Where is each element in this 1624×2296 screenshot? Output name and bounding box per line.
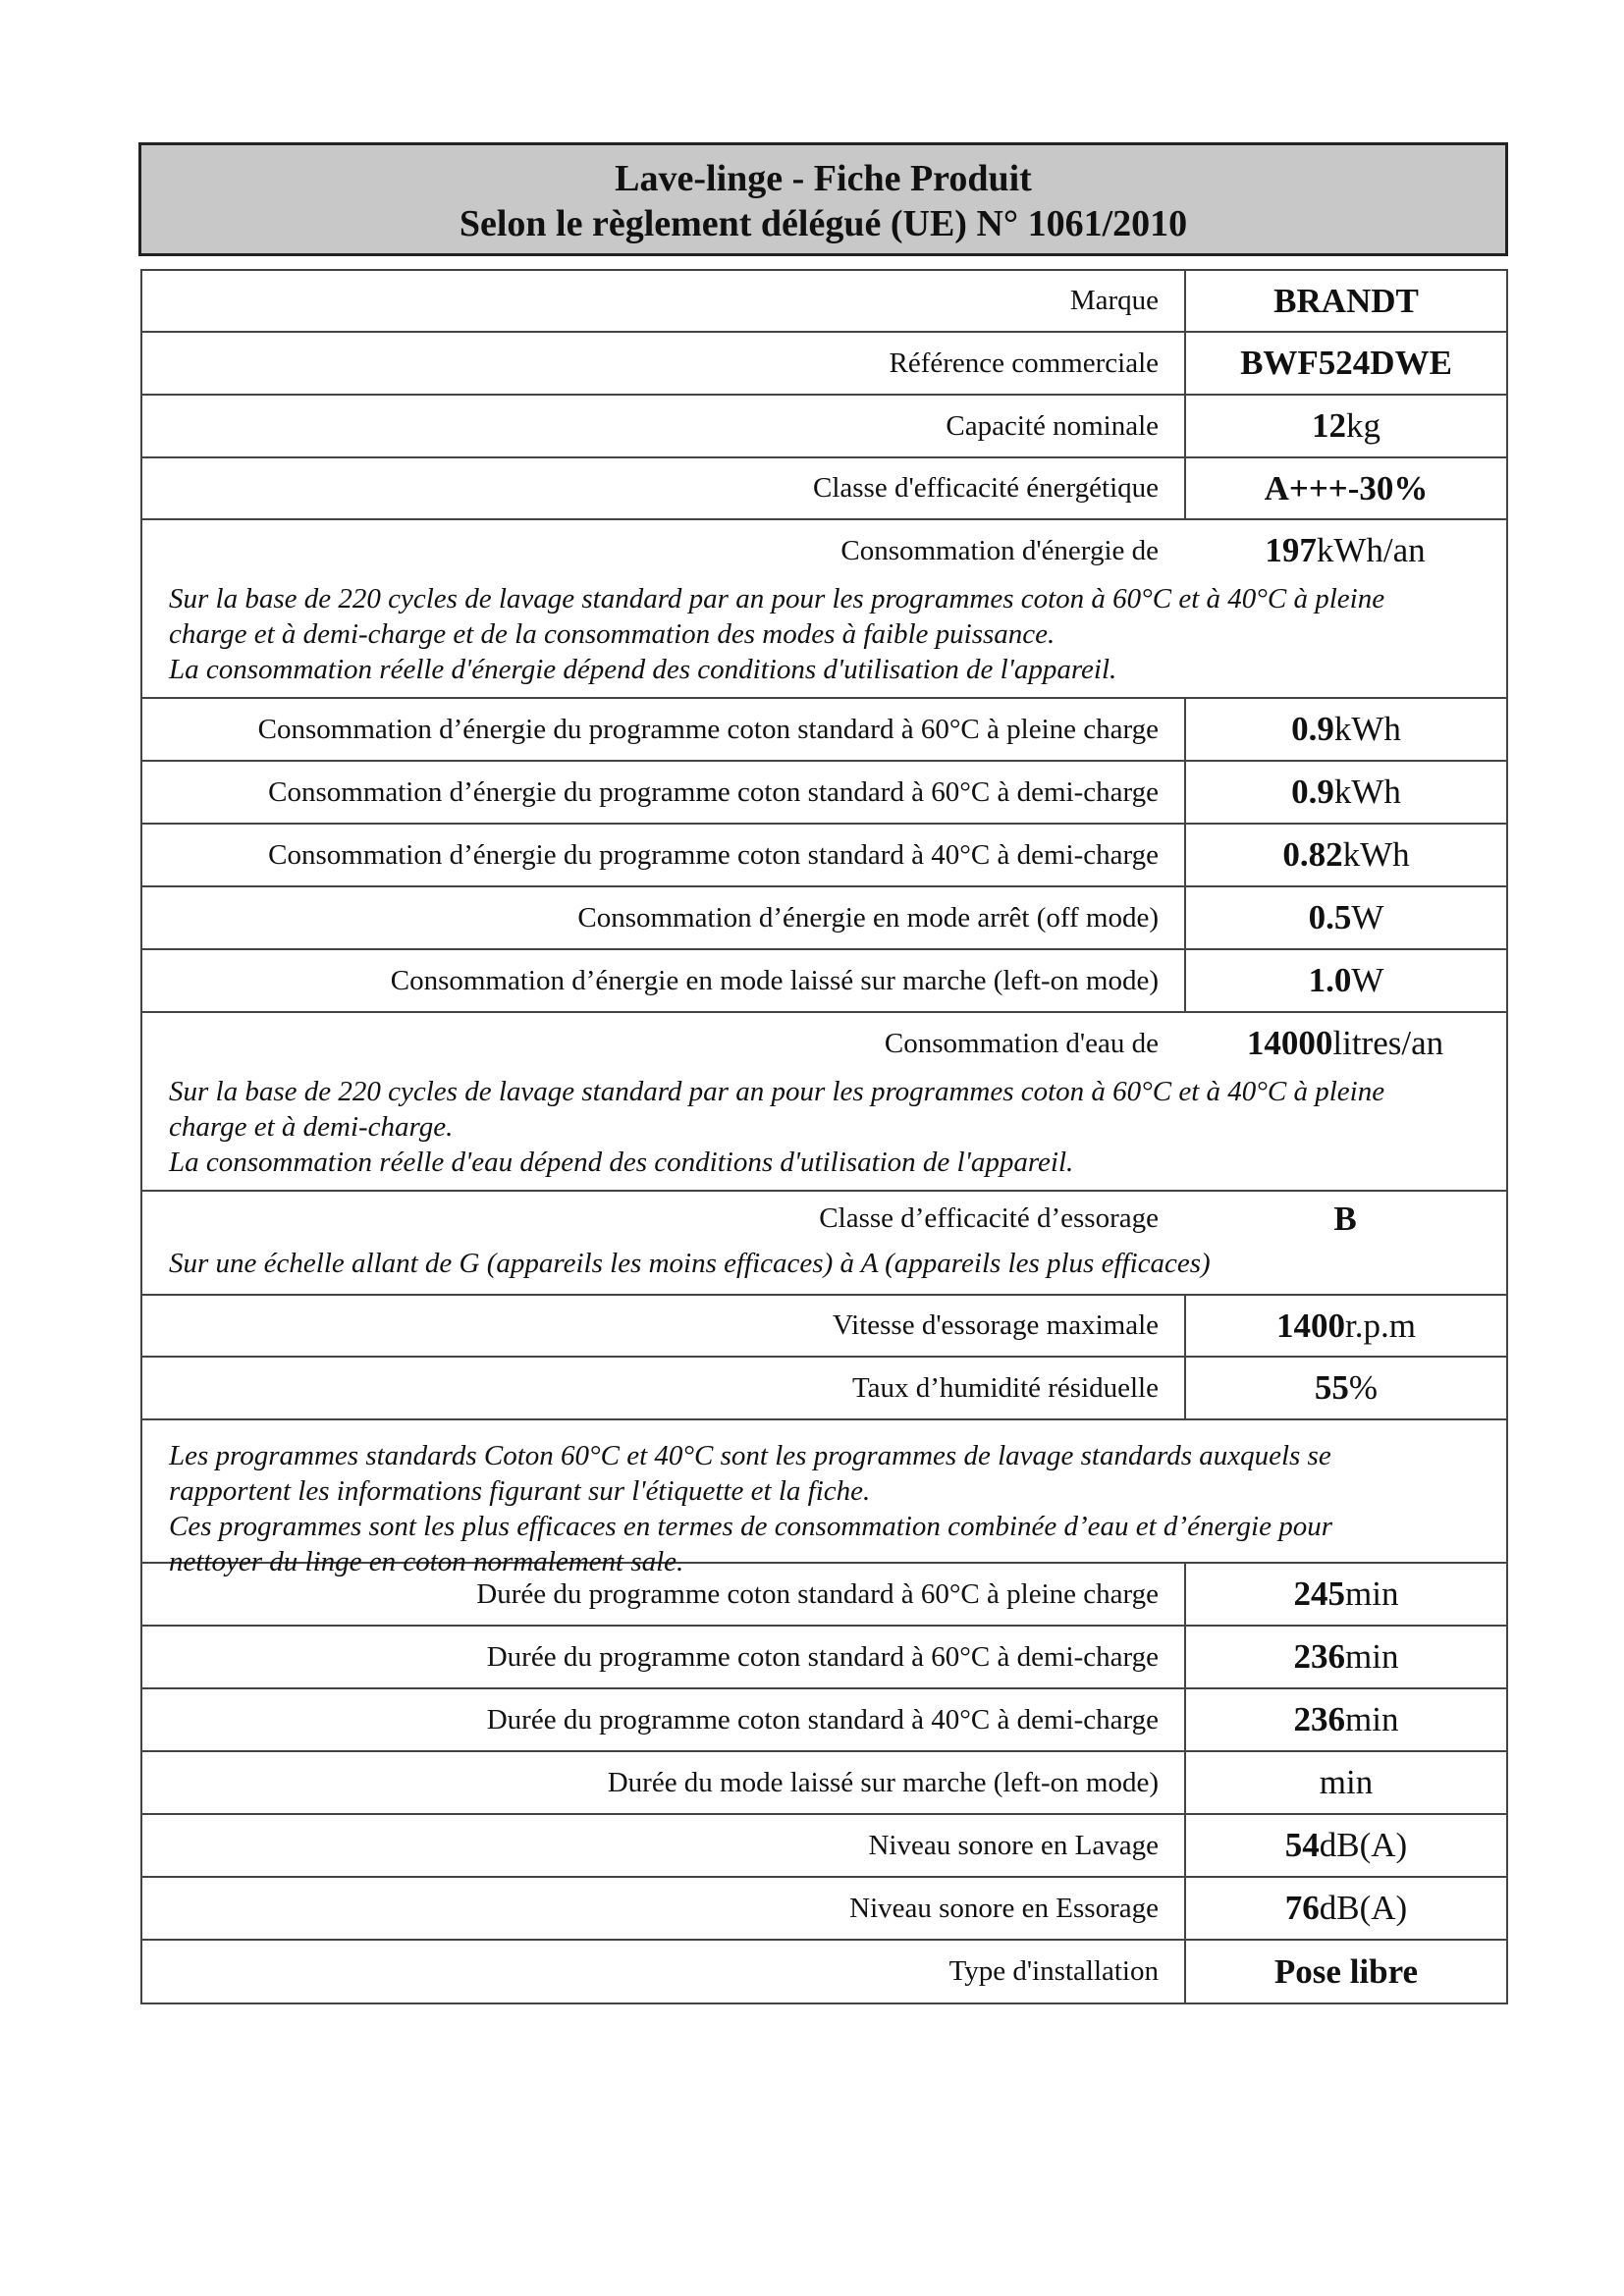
product-sheet-table bbox=[140, 269, 1508, 2004]
row-value: 0.9 kWh bbox=[1184, 762, 1506, 823]
row-label: Type d'installation bbox=[948, 1955, 1159, 1987]
row-value: 14000 litres/an bbox=[1246, 1024, 1444, 1062]
block-programmes-note: Les programmes standards Coton 60°C et 40°C sont les programmes de lavage standards auxquels se rapportent les informations figurant sur l'étiquette et la fiche. Ces programmes sont les plus efficaces en termes de consommation combinée d’eau et d’énergie pour nettoyer du linge en coton normalement sale. bbox=[142, 1420, 1506, 1564]
row-label: Consommation d’énergie du programme coton standard à 60°C à pleine charge bbox=[257, 713, 1159, 745]
row-value: BRANDT bbox=[1184, 271, 1506, 331]
row-label: Capacité nominale bbox=[946, 409, 1159, 442]
row-classe-energie bbox=[142, 458, 1506, 520]
row-value: 197 kWh/an bbox=[1265, 531, 1426, 569]
row-value: 12 kg bbox=[1184, 396, 1506, 456]
row-label: Taux d’humidité résiduelle bbox=[851, 1371, 1159, 1404]
row-energie-40-demi bbox=[142, 825, 1506, 887]
row-capacite bbox=[142, 396, 1506, 458]
row-energie-60-pleine bbox=[142, 699, 1506, 762]
row-vitesse-essorage bbox=[142, 1296, 1506, 1358]
row-value: 1400 r.p.m bbox=[1184, 1296, 1506, 1356]
sheet-header bbox=[138, 142, 1508, 256]
row-value: B bbox=[1333, 1199, 1357, 1238]
row-bruit-lavage bbox=[142, 1815, 1506, 1878]
row-label: Durée du programme coton standard à 60°C à demi-charge bbox=[486, 1640, 1159, 1673]
row-label: Consommation d’énergie en mode laissé sur marche (left-on mode) bbox=[390, 964, 1159, 996]
block-conso-eau bbox=[142, 1013, 1506, 1192]
row-value: Pose libre bbox=[1184, 1941, 1506, 2002]
row-value: BWF524DWE bbox=[1184, 333, 1506, 394]
row-label: Consommation d’énergie en mode arrêt (off mode) bbox=[577, 901, 1159, 934]
row-duree-60-pleine bbox=[142, 1564, 1506, 1627]
row-value: 54 dB(A) bbox=[1184, 1815, 1506, 1876]
row-value: 0.5 W bbox=[1184, 887, 1506, 948]
block-conso-energie bbox=[142, 520, 1506, 699]
row-label: Niveau sonore en Essorage bbox=[849, 1892, 1159, 1924]
row-value: min bbox=[1184, 1752, 1506, 1813]
row-installation bbox=[142, 1941, 1506, 2002]
row-humidite bbox=[142, 1358, 1506, 1420]
block-essorage-classe bbox=[142, 1192, 1506, 1296]
block-note: Sur la base de 220 cycles de lavage standard par an pour les programmes coton à 60°C et à 40°C à pleine charge et à demi-charge. La consommation réelle d'eau dépend des conditions d'utilisation de l'appareil. bbox=[169, 1076, 1385, 1178]
row-energie-60-demi bbox=[142, 762, 1506, 825]
row-label: Consommation d’énergie du programme coton standard à 60°C à demi-charge bbox=[268, 775, 1159, 808]
row-label: Marque bbox=[1069, 285, 1159, 316]
row-label: Vitesse d'essorage maximale bbox=[832, 1309, 1159, 1341]
row-label: Durée du programme coton standard à 60°C à pleine charge bbox=[476, 1577, 1159, 1610]
row-bruit-essorage bbox=[142, 1878, 1506, 1941]
row-left-on-mode bbox=[142, 950, 1506, 1013]
row-reference bbox=[142, 333, 1506, 396]
row-value: 236 min bbox=[1184, 1627, 1506, 1687]
row-duree-60-demi bbox=[142, 1627, 1506, 1689]
row-label: Référence commerciale bbox=[889, 347, 1159, 379]
block-note: Sur une échelle allant de G (appareils les moins efficaces) à A (appareils les plus efficaces) bbox=[169, 1248, 1211, 1279]
row-value: A+++-30% bbox=[1184, 458, 1506, 518]
row-value: 55 % bbox=[1184, 1358, 1506, 1418]
row-label: Durée du programme coton standard à 40°C à demi-charge bbox=[486, 1703, 1159, 1735]
row-value: 0.82 kWh bbox=[1184, 825, 1506, 885]
row-label: Consommation d’énergie du programme coton standard à 40°C à demi-charge bbox=[268, 838, 1159, 871]
row-duree-left-on bbox=[142, 1752, 1506, 1815]
row-value: 76 dB(A) bbox=[1184, 1878, 1506, 1939]
row-label: Niveau sonore en Lavage bbox=[868, 1829, 1159, 1861]
sheet-regulation: Selon le règlement délégué (UE) N° 1061/2010 bbox=[459, 203, 1188, 244]
row-label: Classe d’efficacité d’essorage bbox=[819, 1202, 1159, 1234]
row-value: 1.0 W bbox=[1184, 950, 1506, 1011]
row-label: Durée du mode laissé sur marche (left-on mode) bbox=[607, 1766, 1159, 1798]
row-value: 0.9 kWh bbox=[1184, 699, 1506, 760]
sheet-title: Lave-linge - Fiche Produit bbox=[615, 158, 1032, 199]
row-off-mode bbox=[142, 887, 1506, 950]
row-label: Consommation d'énergie de bbox=[840, 534, 1159, 566]
row-value: 236 min bbox=[1184, 1689, 1506, 1750]
block-note: Sur la base de 220 cycles de lavage standard par an pour les programmes coton à 60°C et à 40°C à pleine charge et à demi-charge et de la consommation des modes à faible puissance. La consommation réelle d'énergie dépend des conditions d'utilisation de l'appareil. bbox=[169, 583, 1385, 685]
row-marque bbox=[142, 271, 1506, 333]
row-label: Consommation d'eau de bbox=[884, 1027, 1159, 1059]
row-label: Classe d'efficacité énergétique bbox=[813, 472, 1159, 504]
row-value: 245 min bbox=[1184, 1564, 1506, 1625]
row-duree-40-demi bbox=[142, 1689, 1506, 1752]
